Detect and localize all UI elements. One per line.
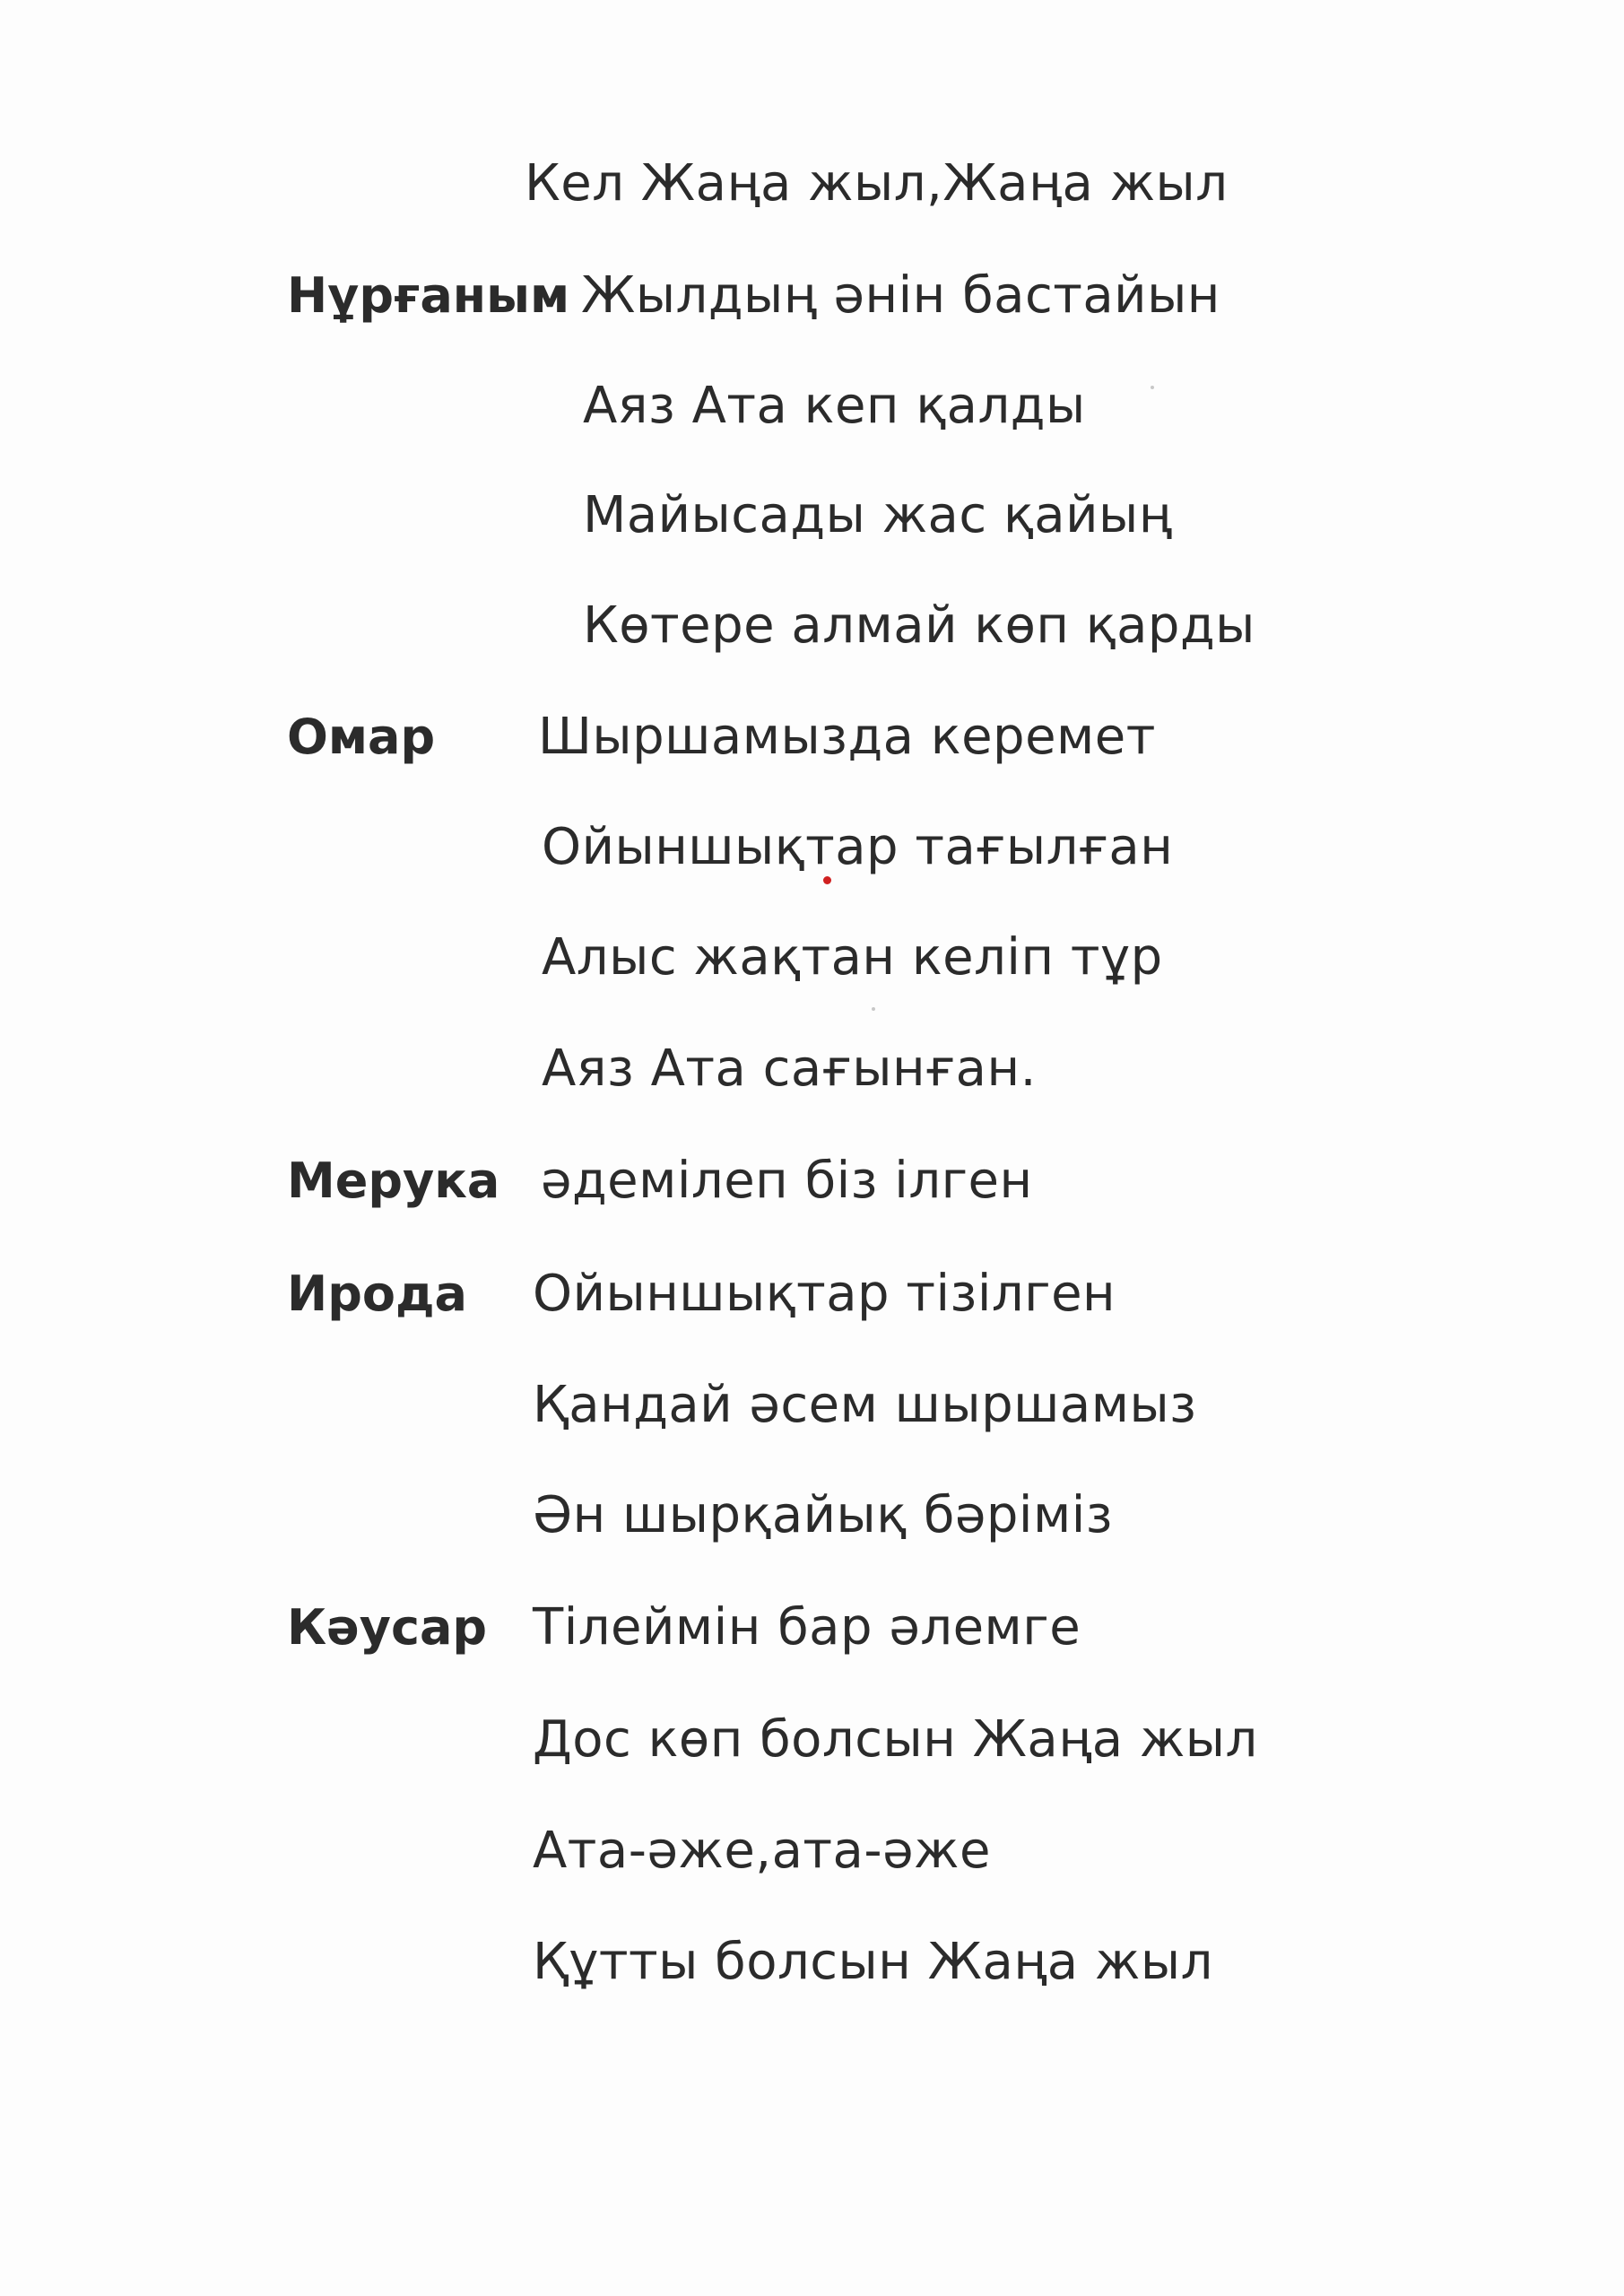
poem-line: Шыршамызда керемет bbox=[538, 708, 1156, 766]
poem-line: Көтере алмай көп қарды bbox=[583, 596, 1255, 655]
poem-line: Ойыншықтар тізілген bbox=[533, 1265, 1116, 1323]
poem-line: Ойыншықтар тағылған bbox=[542, 818, 1174, 876]
poem-line: Жылдың әнін бастайын bbox=[581, 266, 1220, 325]
poem-line: Ән шырқайық бәріміз bbox=[533, 1486, 1114, 1544]
ink-speck-mark bbox=[823, 876, 831, 884]
poem-line: Қандай әсем шыршамыз bbox=[533, 1376, 1197, 1434]
poem-line: Аяз Ата сағынған. bbox=[542, 1039, 1037, 1098]
speaker-name-meruka: Мерука bbox=[287, 1152, 500, 1209]
speaker-name-kausar: Кәусар bbox=[287, 1599, 488, 1656]
poem-line: Дос көп болсын Жаңа жыл bbox=[533, 1710, 1258, 1769]
poem-line: Майысады жас қайың bbox=[583, 486, 1173, 544]
poem-line: Алыс жақтан келіп тұр bbox=[542, 928, 1163, 987]
poem-line: Құтты болсын Жаңа жыл bbox=[533, 1933, 1213, 1991]
poem-line: әдемілеп біз ілген bbox=[541, 1152, 1033, 1210]
scan-dust-mark bbox=[1151, 386, 1154, 389]
poem-line: Тілеймін бар әлемге bbox=[533, 1598, 1081, 1657]
speaker-name-iroda: Ирода bbox=[287, 1265, 467, 1322]
scan-dust-mark bbox=[872, 1007, 875, 1011]
poem-line: Аяз Ата кеп қалды bbox=[583, 377, 1086, 435]
speaker-name-omar: Омар bbox=[287, 709, 436, 765]
poem-intro-line: Кел Жаңа жыл,Жаңа жыл bbox=[525, 154, 1229, 213]
speaker-name-nurganym: Нұрғаным bbox=[287, 267, 570, 324]
poem-line: Ата-әже,ата-әже bbox=[533, 1822, 991, 1880]
